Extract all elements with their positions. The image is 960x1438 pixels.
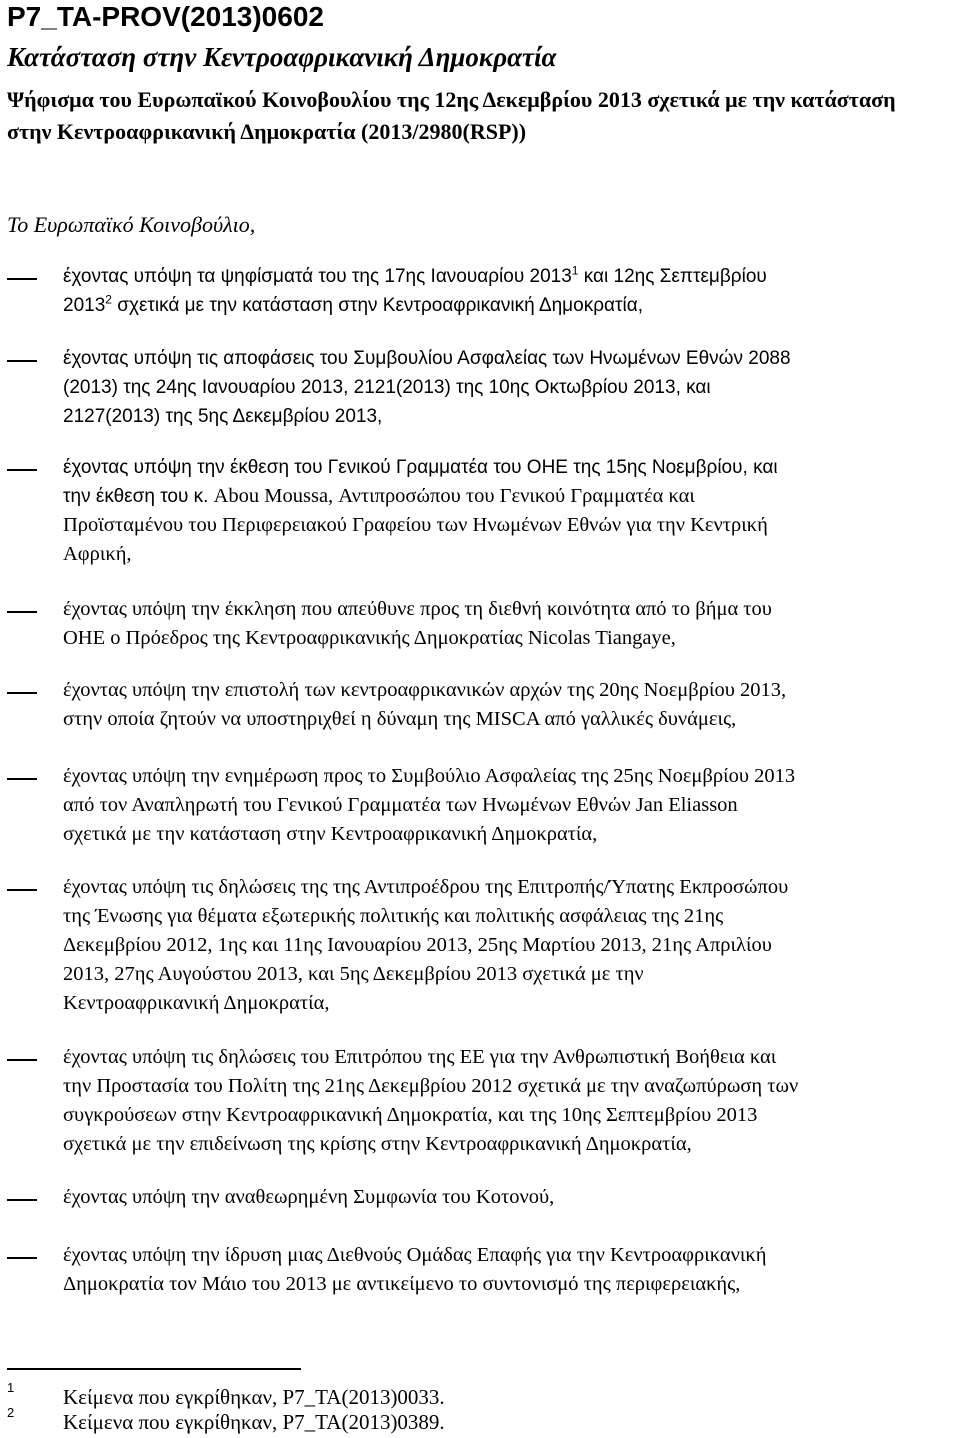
recital-text: έχοντας υπόψη τις αποφάσεις του Συμβουλίου Ασφαλείας των Ηνωμένων Εθνών 2088 (2013) της 24ης Ιανουαρίου 2013, 2121(2013) της 10ης Οκτωβρίου 2013, και 2127(2013) της 5ης Δεκεμβρίου 2013, xyxy=(63,348,791,427)
dash-bullet xyxy=(7,778,37,780)
dash-bullet xyxy=(7,889,37,891)
dash-bullet xyxy=(7,1257,37,1259)
footnote-text: Κείμενα που εγκρίθηκαν, P7_TA(2013)0389. xyxy=(63,1410,445,1434)
recital-text: έχοντας υπόψη την επιστολή των κεντροαφρικανικών αρχών της 20ης Νοεμβρίου 2013, στην οποία ζητούν να υποστηριχθεί η δύναμη της MISCA από γαλλικές δυνάμεις, xyxy=(63,679,787,730)
dash-bullet xyxy=(7,692,37,694)
recital-text: έχοντας υπόψη τις δηλώσεις του Επιτρόπου της ΕΕ για την Ανθρωπιστική Βοήθεια και την Προστασία του Πολίτη της 21ης Δεκεμβρίου 2012 σχετικά με την αναζωπύρωση των συγκρούσεων στην Κεντροαφρικανική Δημοκρατία, και της 10ης Σεπτεμβρίου 2013 σχετικά με την επιδείνωση της κρίσης στην Κεντροαφρικανική Δημοκρατία, xyxy=(63,1046,799,1155)
footnote-number: 2 xyxy=(7,1405,15,1420)
recital-text: έχοντας υπόψη τις δηλώσεις της της Αντιπροέδρου της Επιτροπής/Ύπατης Εκπροσώπου της Ένωσης για θέματα εξωτερικής πολιτικής και πολιτικής ασφάλειας της 21ης Δεκεμβρίου 2012, 1ης και 11ης Ιανουαρίου 2013, 25ης Μαρτίου 2013, 21ης Απριλίου 2013, 27ης Αυγούστου 2013, και 5ης Δεκεμβρίου 2013 σχετικά με την Κεντροαφρικανική Δημοκρατία, xyxy=(63,876,789,1014)
document-code: P7_TA-PROV(2013)0602 xyxy=(7,1,324,32)
footnote-number: 1 xyxy=(7,1380,15,1395)
resolution-subtitle: Ψήφισμα του Ευρωπαϊκού Κοινοβουλίου της 12ης Δεκεμβρίου 2013 σχετικά με την κατάσταση στην Κεντροαφρικανική Δημοκρατία (2013/2980(RSP)) xyxy=(7,87,896,144)
document-title: Κατάσταση στην Κεντροαφρικανική Δημοκρατία xyxy=(7,42,557,72)
recital-text: έχοντας υπόψη την έκθεση του Γενικού Γραμματέα του ΟΗΕ της 15ης Νοεμβρίου, και την έκθεση του κ. Abou Moussa, Αντιπροσώπου του Γενικού Γραμματέα και Προϊσταμένου του Περιφερειακού Γραφείου των Ηνωμένων Εθνών για την Κεντρική Αφρική, xyxy=(63,457,778,565)
footnote-ref[interactable]: 1 xyxy=(571,263,579,278)
footnote-separator xyxy=(7,1368,301,1370)
dash-bullet xyxy=(7,1059,37,1061)
footnote-ref[interactable]: 2 xyxy=(105,292,112,307)
recital-text: έχοντας υπόψη την αναθεωρημένη Συμφωνία του Κοτονού, xyxy=(63,1186,555,1208)
parliament-intro: Το Ευρωπαϊκό Κοινοβούλιο, xyxy=(7,212,256,237)
recital-text: έχοντας υπόψη την έκκληση που απεύθυνε προς τη διεθνή κοινότητα από το βήμα του ΟΗΕ ο Πρόεδρος της Κεντροαφρικανικής Δημοκρατίας Nicolas Tiangaye, xyxy=(63,598,772,649)
dash-bullet xyxy=(7,360,37,362)
recital-text: έχοντας υπόψη τα ψηφίσματά του της 17ης Ιανουαρίου 2013$^1$ και 12ης Σεπτεμβρίου 2013$^2$ σχετικά με την κατάσταση στην Κεντροαφρικανική Δημοκρατία, xyxy=(63,263,767,316)
dash-bullet xyxy=(7,278,37,280)
dash-bullet xyxy=(7,469,37,471)
dash-bullet xyxy=(7,1199,37,1201)
recital-text: έχοντας υπόψη την ίδρυση μιας Διεθνούς Ομάδας Επαφής για την Κεντροαφρικανική Δημοκρατία τον Μάιο του 2013 με αντικείμενο το συντονισμό της περιφερειακής, xyxy=(63,1244,767,1295)
dash-bullet xyxy=(7,611,37,613)
recital-text: έχοντας υπόψη την ενημέρωση προς το Συμβούλιο Ασφαλείας της 25ης Νοεμβρίου 2013 από τον Αναπληρωτή του Γενικού Γραμματέα των Ηνωμένων Εθνών Jan Eliasson σχετικά με την κατάσταση στην Κεντροαφρικανική Δημοκρατία, xyxy=(63,765,796,845)
footnote-text: Κείμενα που εγκρίθηκαν, P7_TA(2013)0033. xyxy=(63,1385,445,1409)
